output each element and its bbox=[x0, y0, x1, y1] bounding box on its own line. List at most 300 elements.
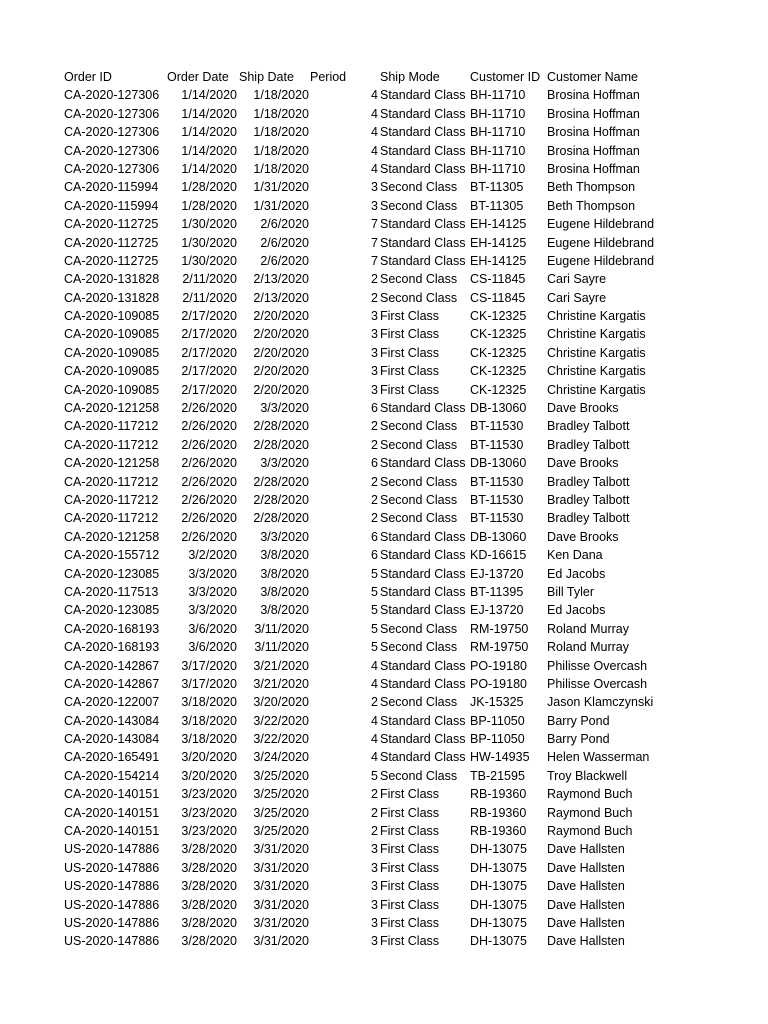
order-id-cell: CA-2020-131828 bbox=[64, 272, 160, 287]
customer-name-cell: Dave Hallsten bbox=[547, 879, 625, 894]
order-date-cell: 2/26/2020 bbox=[181, 437, 237, 452]
customer-id-cell: DH-13075 bbox=[470, 915, 527, 930]
order-date-cell: 3/28/2020 bbox=[181, 879, 237, 894]
period-cell: 7 bbox=[371, 235, 378, 250]
ship-mode-cell: Standard Class bbox=[380, 88, 466, 103]
customer-name-cell: Philisse Overcash bbox=[547, 676, 648, 691]
ship-mode-cell: Standard Class bbox=[380, 566, 466, 581]
ship-date-cell: 3/8/2020 bbox=[260, 603, 309, 618]
ship-date-cell: 1/18/2020 bbox=[253, 88, 309, 103]
ship-mode-cell: Standard Class bbox=[380, 217, 466, 232]
period-cell: 2 bbox=[371, 511, 378, 526]
customer-name-cell: Bradley Talbott bbox=[547, 511, 630, 526]
order-date-cell: 3/28/2020 bbox=[181, 842, 237, 857]
period-cell: 2 bbox=[371, 824, 378, 839]
ship-date-cell: 3/25/2020 bbox=[253, 768, 309, 783]
ship-mode-cell: First Class bbox=[380, 934, 440, 949]
customer-name-cell: Cari Sayre bbox=[547, 272, 607, 287]
ship-date-cell: 2/6/2020 bbox=[260, 217, 309, 232]
customer-name-cell: Raymond Buch bbox=[547, 805, 633, 820]
period-cell: 3 bbox=[371, 934, 378, 949]
customer-id-cell: EH-14125 bbox=[470, 253, 527, 268]
header-customer-id: Customer ID bbox=[470, 70, 541, 84]
order-date-cell: 3/23/2020 bbox=[181, 787, 237, 802]
ship-mode-cell: Second Class bbox=[380, 511, 458, 526]
order-date-cell: 1/14/2020 bbox=[181, 125, 237, 140]
ship-date-cell: 3/31/2020 bbox=[253, 842, 309, 857]
order-id-cell: CA-2020-168193 bbox=[64, 621, 160, 636]
order-date-cell: 3/2/2020 bbox=[188, 548, 237, 563]
period-cell: 2 bbox=[371, 787, 378, 802]
ship-date-cell: 2/13/2020 bbox=[253, 272, 309, 287]
period-cell: 2 bbox=[371, 695, 378, 710]
ship-mode-cell: Standard Class bbox=[380, 106, 466, 121]
period-cell: 2 bbox=[371, 492, 378, 507]
ship-date-cell: 2/28/2020 bbox=[253, 437, 309, 452]
ship-mode-cell: Standard Class bbox=[380, 658, 466, 673]
customer-name-cell: Dave Hallsten bbox=[547, 842, 625, 857]
order-date-cell: 1/30/2020 bbox=[181, 235, 237, 250]
period-cell: 4 bbox=[371, 161, 378, 176]
period-cell: 2 bbox=[371, 437, 378, 452]
customer-name-cell: Brosina Hoffman bbox=[547, 125, 640, 140]
ship-date-cell: 3/31/2020 bbox=[253, 879, 309, 894]
order-date-cell: 3/28/2020 bbox=[181, 897, 237, 912]
ship-date-cell: 1/18/2020 bbox=[253, 125, 309, 140]
ship-mode-cell: Standard Class bbox=[380, 750, 466, 765]
customer-name-cell: Christine Kargatis bbox=[547, 345, 646, 360]
period-cell: 6 bbox=[371, 456, 378, 471]
order-date-cell: 2/17/2020 bbox=[181, 382, 237, 397]
customer-name-cell: Bradley Talbott bbox=[547, 419, 630, 434]
ship-mode-cell: Standard Class bbox=[380, 161, 466, 176]
period-cell: 5 bbox=[371, 584, 378, 599]
period-cell: 2 bbox=[371, 290, 378, 305]
customer-id-cell: BH-11710 bbox=[470, 161, 526, 176]
customer-id-cell: DB-13060 bbox=[470, 529, 527, 544]
period-cell: 3 bbox=[371, 897, 378, 912]
order-date-cell: 3/28/2020 bbox=[181, 860, 237, 875]
customer-name-cell: Beth Thompson bbox=[547, 180, 636, 195]
ship-date-cell: 3/8/2020 bbox=[260, 584, 309, 599]
customer-id-cell: DH-13075 bbox=[470, 934, 527, 949]
order-id-cell: CA-2020-117212 bbox=[64, 437, 159, 452]
customer-name-cell: Barry Pond bbox=[547, 732, 610, 747]
order-date-cell: 2/26/2020 bbox=[181, 401, 237, 416]
customer-id-cell: RM-19750 bbox=[470, 640, 529, 655]
customer-id-cell: BT-11530 bbox=[470, 419, 524, 434]
customer-name-cell: Ed Jacobs bbox=[547, 603, 606, 618]
customer-id-cell: DH-13075 bbox=[470, 879, 527, 894]
header-order-date: Order Date bbox=[167, 70, 229, 84]
period-cell: 5 bbox=[371, 768, 378, 783]
order-date-cell: 3/20/2020 bbox=[181, 768, 237, 783]
customer-name-cell: Raymond Buch bbox=[547, 787, 633, 802]
customer-id-cell: BH-11710 bbox=[470, 143, 526, 158]
customer-name-cell: Dave Hallsten bbox=[547, 860, 625, 875]
order-date-cell: 3/3/2020 bbox=[188, 603, 237, 618]
ship-mode-cell: Second Class bbox=[380, 640, 458, 655]
period-cell: 4 bbox=[371, 676, 378, 691]
period-cell: 2 bbox=[371, 272, 378, 287]
order-date-cell: 1/30/2020 bbox=[181, 253, 237, 268]
order-date-cell: 3/28/2020 bbox=[181, 934, 237, 949]
order-date-cell: 2/11/2020 bbox=[182, 272, 237, 287]
order-date-cell: 3/18/2020 bbox=[181, 695, 237, 710]
period-cell: 5 bbox=[371, 603, 378, 618]
period-cell: 3 bbox=[371, 842, 378, 857]
ship-mode-cell: Second Class bbox=[380, 419, 458, 434]
ship-mode-cell: Second Class bbox=[380, 437, 458, 452]
header-ship-date: Ship Date bbox=[239, 70, 294, 84]
order-id-cell: CA-2020-142867 bbox=[64, 676, 160, 691]
customer-name-cell: Helen Wasserman bbox=[547, 750, 650, 765]
customer-id-cell: BT-11530 bbox=[470, 511, 524, 526]
period-cell: 5 bbox=[371, 621, 378, 636]
order-date-cell: 1/14/2020 bbox=[181, 106, 237, 121]
order-id-cell: CA-2020-121258 bbox=[64, 401, 160, 416]
ship-mode-cell: Standard Class bbox=[380, 125, 466, 140]
ship-date-cell: 3/22/2020 bbox=[253, 732, 309, 747]
customer-id-cell: BH-11710 bbox=[470, 106, 526, 121]
order-id-cell: CA-2020-112725 bbox=[64, 217, 159, 232]
ship-date-cell: 1/31/2020 bbox=[253, 198, 309, 213]
customer-id-cell: EH-14125 bbox=[470, 235, 527, 250]
customer-name-cell: Jason Klamczynski bbox=[547, 695, 654, 710]
ship-date-cell: 3/8/2020 bbox=[260, 548, 309, 563]
period-cell: 7 bbox=[371, 253, 378, 268]
order-id-cell: CA-2020-127306 bbox=[64, 161, 160, 176]
order-date-cell: 2/26/2020 bbox=[181, 529, 237, 544]
order-id-cell: CA-2020-127306 bbox=[64, 125, 160, 140]
customer-name-cell: Brosina Hoffman bbox=[547, 143, 640, 158]
period-cell: 4 bbox=[371, 750, 378, 765]
ship-date-cell: 3/25/2020 bbox=[253, 824, 309, 839]
period-cell: 7 bbox=[371, 217, 378, 232]
customer-id-cell: EJ-13720 bbox=[470, 566, 524, 581]
customer-name-cell: Dave Hallsten bbox=[547, 934, 625, 949]
customer-name-cell: Ed Jacobs bbox=[547, 566, 606, 581]
order-date-cell: 1/14/2020 bbox=[181, 143, 237, 158]
ship-date-cell: 3/8/2020 bbox=[260, 566, 309, 581]
customer-id-cell: BT-11530 bbox=[470, 474, 524, 489]
customer-id-cell: BP-11050 bbox=[470, 732, 525, 747]
ship-mode-cell: Second Class bbox=[380, 492, 458, 507]
order-id-cell: CA-2020-123085 bbox=[64, 566, 160, 581]
customer-name-cell: Eugene Hildebrand bbox=[547, 217, 655, 232]
order-id-cell: CA-2020-121258 bbox=[64, 529, 160, 544]
ship-mode-cell: First Class bbox=[380, 309, 440, 324]
order-id-cell: US-2020-147886 bbox=[64, 879, 160, 894]
ship-mode-cell: Standard Class bbox=[380, 235, 466, 250]
order-date-cell: 3/6/2020 bbox=[188, 640, 237, 655]
order-id-cell: CA-2020-165491 bbox=[64, 750, 160, 765]
ship-mode-cell: Standard Class bbox=[380, 713, 466, 728]
order-date-cell: 1/28/2020 bbox=[181, 198, 237, 213]
customer-name-cell: Christine Kargatis bbox=[547, 327, 646, 342]
ship-date-cell: 2/28/2020 bbox=[253, 419, 309, 434]
order-id-cell: CA-2020-127306 bbox=[64, 88, 160, 103]
customer-id-cell: PO-19180 bbox=[470, 676, 527, 691]
period-cell: 4 bbox=[371, 713, 378, 728]
ship-mode-cell: First Class bbox=[380, 382, 440, 397]
customer-name-cell: Troy Blackwell bbox=[547, 768, 628, 783]
ship-date-cell: 3/31/2020 bbox=[253, 934, 309, 949]
ship-date-cell: 3/25/2020 bbox=[253, 787, 309, 802]
customer-id-cell: HW-14935 bbox=[470, 750, 530, 765]
customer-name-cell: Dave Hallsten bbox=[547, 915, 625, 930]
ship-mode-cell: Standard Class bbox=[380, 584, 466, 599]
customer-name-cell: Bradley Talbott bbox=[547, 492, 630, 507]
order-date-cell: 3/28/2020 bbox=[181, 915, 237, 930]
order-id-cell: CA-2020-115994 bbox=[64, 180, 159, 195]
order-id-cell: CA-2020-117212 bbox=[64, 492, 159, 507]
customer-name-cell: Dave Hallsten bbox=[547, 897, 625, 912]
order-id-cell: US-2020-147886 bbox=[64, 897, 160, 912]
order-date-cell: 2/26/2020 bbox=[181, 419, 237, 434]
customer-id-cell: CK-12325 bbox=[470, 364, 527, 379]
order-date-cell: 3/17/2020 bbox=[181, 676, 237, 691]
order-id-cell: CA-2020-109085 bbox=[64, 309, 160, 324]
order-id-cell: CA-2020-131828 bbox=[64, 290, 160, 305]
customer-id-cell: DH-13075 bbox=[470, 842, 527, 857]
ship-date-cell: 3/22/2020 bbox=[253, 713, 309, 728]
order-date-cell: 2/17/2020 bbox=[181, 345, 237, 360]
customer-id-cell: CS-11845 bbox=[470, 272, 526, 287]
order-date-cell: 1/30/2020 bbox=[181, 217, 237, 232]
ship-date-cell: 3/21/2020 bbox=[253, 658, 309, 673]
customer-name-cell: Christine Kargatis bbox=[547, 364, 646, 379]
ship-date-cell: 1/18/2020 bbox=[253, 161, 309, 176]
ship-mode-cell: First Class bbox=[380, 897, 440, 912]
order-date-cell: 1/28/2020 bbox=[181, 180, 237, 195]
ship-mode-cell: Second Class bbox=[380, 198, 458, 213]
customer-id-cell: RB-19360 bbox=[470, 824, 527, 839]
ship-mode-cell: Second Class bbox=[380, 768, 458, 783]
ship-date-cell: 3/25/2020 bbox=[253, 805, 309, 820]
order-id-cell: CA-2020-109085 bbox=[64, 327, 160, 342]
header-ship-mode: Ship Mode bbox=[380, 70, 440, 84]
order-id-cell: CA-2020-127306 bbox=[64, 143, 160, 158]
period-cell: 3 bbox=[371, 198, 378, 213]
order-date-cell: 3/18/2020 bbox=[181, 732, 237, 747]
ship-date-cell: 3/31/2020 bbox=[253, 915, 309, 930]
ship-date-cell: 3/31/2020 bbox=[253, 860, 309, 875]
customer-id-cell: RB-19360 bbox=[470, 787, 527, 802]
order-date-cell: 2/26/2020 bbox=[181, 492, 237, 507]
customer-name-cell: Eugene Hildebrand bbox=[547, 253, 655, 268]
ship-mode-cell: Standard Class bbox=[380, 732, 466, 747]
customer-id-cell: BH-11710 bbox=[470, 88, 526, 103]
customer-name-cell: Bradley Talbott bbox=[547, 437, 630, 452]
ship-date-cell: 3/21/2020 bbox=[253, 676, 309, 691]
ship-date-cell: 3/11/2020 bbox=[254, 640, 309, 655]
period-cell: 3 bbox=[371, 860, 378, 875]
period-cell: 3 bbox=[371, 364, 378, 379]
order-date-cell: 3/18/2020 bbox=[181, 713, 237, 728]
order-date-cell: 3/17/2020 bbox=[181, 658, 237, 673]
ship-mode-cell: Second Class bbox=[380, 695, 458, 710]
ship-date-cell: 2/13/2020 bbox=[253, 290, 309, 305]
ship-mode-cell: First Class bbox=[380, 787, 440, 802]
period-cell: 2 bbox=[371, 419, 378, 434]
order-id-cell: CA-2020-168193 bbox=[64, 640, 160, 655]
ship-mode-cell: Standard Class bbox=[380, 143, 466, 158]
ship-mode-cell: Second Class bbox=[380, 290, 458, 305]
customer-name-cell: Beth Thompson bbox=[547, 198, 636, 213]
ship-mode-cell: Standard Class bbox=[380, 603, 466, 618]
ship-date-cell: 1/18/2020 bbox=[253, 143, 309, 158]
ship-date-cell: 3/3/2020 bbox=[260, 401, 309, 416]
customer-id-cell: EJ-13720 bbox=[470, 603, 524, 618]
period-cell: 4 bbox=[371, 732, 378, 747]
order-id-cell: US-2020-147886 bbox=[64, 860, 160, 875]
order-id-cell: US-2020-147886 bbox=[64, 915, 160, 930]
period-cell: 4 bbox=[371, 88, 378, 103]
customer-name-cell: Bill Tyler bbox=[547, 584, 595, 599]
order-id-cell: CA-2020-122007 bbox=[64, 695, 160, 710]
ship-mode-cell: First Class bbox=[380, 327, 440, 342]
order-date-cell: 2/17/2020 bbox=[181, 364, 237, 379]
order-date-cell: 3/20/2020 bbox=[181, 750, 237, 765]
customer-id-cell: CK-12325 bbox=[470, 382, 527, 397]
header-customer-name: Customer Name bbox=[547, 70, 638, 84]
ship-date-cell: 1/31/2020 bbox=[253, 180, 309, 195]
ship-date-cell: 3/31/2020 bbox=[253, 897, 309, 912]
customer-name-cell: Ken Dana bbox=[547, 548, 603, 563]
order-id-cell: CA-2020-117212 bbox=[64, 419, 159, 434]
order-id-cell: CA-2020-140151 bbox=[64, 824, 160, 839]
customer-id-cell: BT-11395 bbox=[470, 584, 524, 599]
period-cell: 3 bbox=[371, 382, 378, 397]
order-date-cell: 2/26/2020 bbox=[181, 474, 237, 489]
order-id-cell: CA-2020-109085 bbox=[64, 364, 160, 379]
customer-name-cell: Christine Kargatis bbox=[547, 382, 646, 397]
customer-id-cell: DH-13075 bbox=[470, 897, 527, 912]
customer-id-cell: CK-12325 bbox=[470, 309, 527, 324]
ship-mode-cell: First Class bbox=[380, 915, 440, 930]
customer-name-cell: Dave Brooks bbox=[547, 529, 619, 544]
header-period: Period bbox=[310, 70, 347, 84]
order-date-cell: 3/6/2020 bbox=[188, 621, 237, 636]
period-cell: 6 bbox=[371, 548, 378, 563]
order-date-cell: 1/14/2020 bbox=[181, 161, 237, 176]
order-id-cell: CA-2020-142867 bbox=[64, 658, 160, 673]
customer-id-cell: BP-11050 bbox=[470, 713, 525, 728]
customer-id-cell: EH-14125 bbox=[470, 217, 527, 232]
order-id-cell: CA-2020-154214 bbox=[64, 768, 160, 783]
order-id-cell: CA-2020-155712 bbox=[64, 548, 160, 563]
ship-mode-cell: Standard Class bbox=[380, 529, 466, 544]
order-id-cell: CA-2020-127306 bbox=[64, 106, 160, 121]
ship-date-cell: 2/28/2020 bbox=[253, 474, 309, 489]
customer-id-cell: KD-16615 bbox=[470, 548, 527, 563]
ship-mode-cell: First Class bbox=[380, 860, 440, 875]
period-cell: 2 bbox=[371, 474, 378, 489]
customer-name-cell: Brosina Hoffman bbox=[547, 161, 640, 176]
order-date-cell: 2/17/2020 bbox=[181, 309, 237, 324]
customer-name-cell: Brosina Hoffman bbox=[547, 88, 640, 103]
ship-date-cell: 2/20/2020 bbox=[253, 345, 309, 360]
ship-date-cell: 2/6/2020 bbox=[260, 253, 309, 268]
customer-id-cell: BT-11530 bbox=[470, 492, 524, 507]
period-cell: 3 bbox=[371, 915, 378, 930]
customer-name-cell: Cari Sayre bbox=[547, 290, 607, 305]
order-date-cell: 2/26/2020 bbox=[181, 456, 237, 471]
customer-id-cell: CK-12325 bbox=[470, 345, 527, 360]
ship-mode-cell: First Class bbox=[380, 364, 440, 379]
ship-date-cell: 2/20/2020 bbox=[253, 309, 309, 324]
ship-date-cell: 3/3/2020 bbox=[260, 456, 309, 471]
period-cell: 3 bbox=[371, 327, 378, 342]
customer-name-cell: Roland Murray bbox=[547, 621, 629, 636]
ship-mode-cell: First Class bbox=[380, 842, 440, 857]
ship-mode-cell: Standard Class bbox=[380, 456, 466, 471]
ship-mode-cell: Standard Class bbox=[380, 401, 466, 416]
order-id-cell: CA-2020-123085 bbox=[64, 603, 160, 618]
customer-name-cell: Bradley Talbott bbox=[547, 474, 630, 489]
ship-mode-cell: Standard Class bbox=[380, 253, 466, 268]
ship-mode-cell: Standard Class bbox=[380, 548, 466, 563]
customer-name-cell: Raymond Buch bbox=[547, 824, 633, 839]
customer-name-cell: Philisse Overcash bbox=[547, 658, 648, 673]
period-cell: 2 bbox=[371, 805, 378, 820]
period-cell: 3 bbox=[371, 879, 378, 894]
ship-date-cell: 2/20/2020 bbox=[253, 382, 309, 397]
order-date-cell: 2/11/2020 bbox=[182, 290, 237, 305]
ship-mode-cell: Second Class bbox=[380, 272, 458, 287]
order-date-cell: 3/23/2020 bbox=[181, 824, 237, 839]
ship-date-cell: 3/20/2020 bbox=[253, 695, 309, 710]
ship-mode-cell: First Class bbox=[380, 805, 440, 820]
order-date-cell: 3/3/2020 bbox=[188, 566, 237, 581]
customer-id-cell: JK-15325 bbox=[470, 695, 524, 710]
customer-id-cell: RM-19750 bbox=[470, 621, 529, 636]
order-id-cell: CA-2020-115994 bbox=[64, 198, 159, 213]
order-date-cell: 1/14/2020 bbox=[181, 88, 237, 103]
order-id-cell: CA-2020-140151 bbox=[64, 805, 160, 820]
customer-id-cell: DH-13075 bbox=[470, 860, 527, 875]
order-id-cell: CA-2020-140151 bbox=[64, 787, 160, 802]
ship-mode-cell: First Class bbox=[380, 824, 440, 839]
ship-date-cell: 2/28/2020 bbox=[253, 492, 309, 507]
period-cell: 5 bbox=[371, 566, 378, 581]
period-cell: 4 bbox=[371, 125, 378, 140]
order-id-cell: CA-2020-112725 bbox=[64, 253, 159, 268]
period-cell: 6 bbox=[371, 401, 378, 416]
order-date-cell: 2/26/2020 bbox=[181, 511, 237, 526]
order-date-cell: 3/3/2020 bbox=[188, 584, 237, 599]
customer-id-cell: CK-12325 bbox=[470, 327, 527, 342]
ship-date-cell: 1/18/2020 bbox=[253, 106, 309, 121]
customer-name-cell: Eugene Hildebrand bbox=[547, 235, 655, 250]
customer-id-cell: BT-11305 bbox=[470, 180, 524, 195]
order-id-cell: CA-2020-143084 bbox=[64, 713, 160, 728]
period-cell: 4 bbox=[371, 106, 378, 121]
customer-id-cell: TB-21595 bbox=[470, 768, 525, 783]
order-id-cell: CA-2020-143084 bbox=[64, 732, 160, 747]
ship-mode-cell: Second Class bbox=[380, 474, 458, 489]
order-id-cell: CA-2020-121258 bbox=[64, 456, 160, 471]
period-cell: 3 bbox=[371, 309, 378, 324]
period-cell: 3 bbox=[371, 180, 378, 195]
ship-date-cell: 3/11/2020 bbox=[254, 621, 309, 636]
customer-name-cell: Christine Kargatis bbox=[547, 309, 646, 324]
period-cell: 4 bbox=[371, 658, 378, 673]
customer-id-cell: DB-13060 bbox=[470, 456, 527, 471]
customer-name-cell: Dave Brooks bbox=[547, 401, 619, 416]
order-id-cell: CA-2020-112725 bbox=[64, 235, 159, 250]
